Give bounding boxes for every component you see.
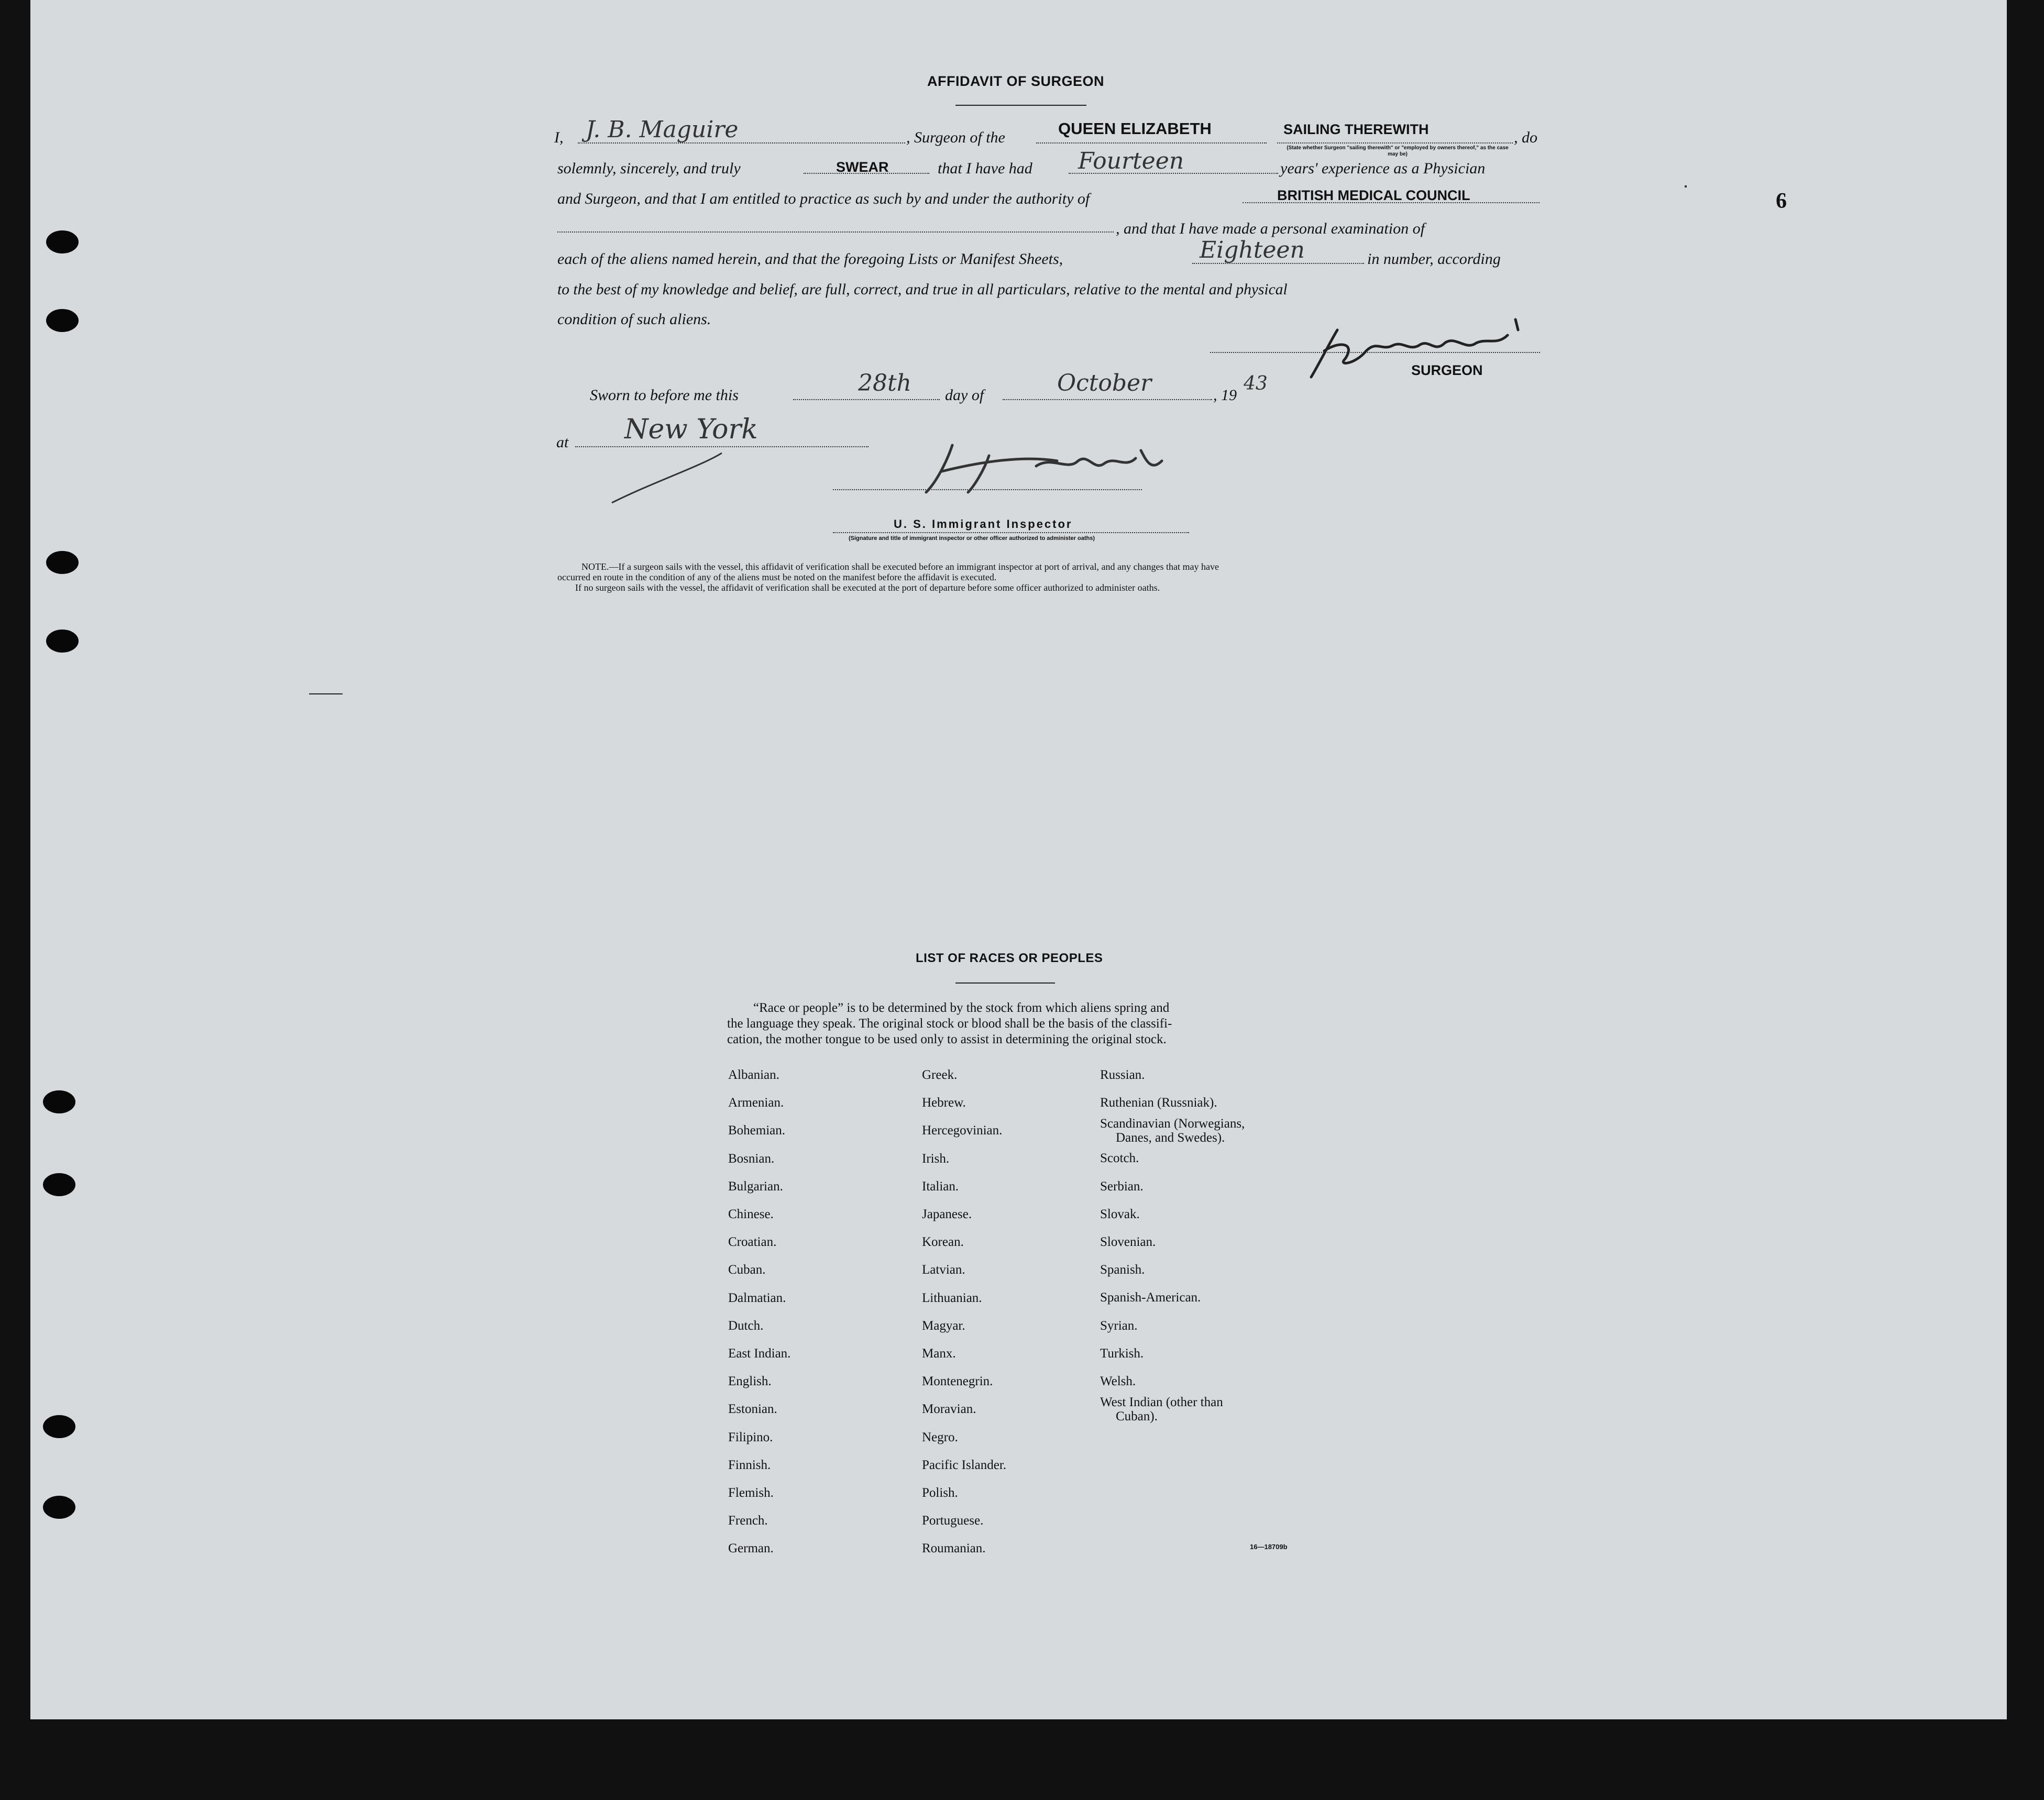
inspector-title-line	[833, 532, 1189, 533]
race-item: Korean.	[922, 1235, 964, 1250]
races-col2	[922, 1061, 1006, 1563]
affidavit-i: I,	[554, 129, 564, 146]
race-item: Bulgarian.	[728, 1179, 783, 1194]
race-item: Lithuanian.	[922, 1290, 982, 1305]
race-item: Russian.	[1100, 1068, 1145, 1082]
race-item: Croatian.	[728, 1235, 777, 1250]
surgeon-name-line	[578, 142, 905, 143]
race-item: Danes, and Swedes).	[1116, 1131, 1225, 1145]
punch-hole	[43, 1415, 75, 1438]
race-item: Negro.	[922, 1430, 958, 1444]
punch-hole	[46, 630, 79, 653]
race-item: Flemish.	[728, 1486, 774, 1500]
note-line-3: If no surgeon sails with the vessel, the affidavit of verification shall be executed at the port of departure before some officer authorized to administer oaths.	[575, 582, 1160, 593]
sworn-day-line	[793, 399, 940, 400]
race-item: Bosnian.	[728, 1151, 775, 1166]
years-line	[1069, 173, 1278, 174]
races-col1	[728, 1061, 790, 1563]
sworn-day: 28th	[858, 370, 912, 396]
surgeon-of-label: , Surgeon of the	[906, 129, 1005, 146]
race-item: Cuban.	[728, 1263, 766, 1277]
race-item: Bohemian.	[728, 1123, 786, 1138]
race-item: Serbian.	[1100, 1179, 1144, 1194]
race-item: Chinese.	[728, 1207, 774, 1222]
punch-hole	[46, 309, 79, 332]
note-line-1: NOTE.—If a surgeon sails with the vessel, this affidavit of verification shall be executed before an immigrant inspector at port of arrival, and any changes that may have	[581, 561, 1219, 572]
punch-hole	[43, 1173, 75, 1196]
surgeon-name: J. B. Maguire	[586, 116, 739, 143]
manifest-page	[30, 0, 2007, 1719]
race-item: Dutch.	[728, 1318, 764, 1333]
race-item: Armenian.	[728, 1096, 784, 1110]
at-label: at	[556, 434, 569, 451]
line6: to the best of my knowledge and belief, are full, correct, and true in all particulars, relative to the mental and physical	[557, 281, 1288, 298]
place-flourish	[607, 450, 732, 508]
line2-lead: solemnly, sincerely, and truly	[557, 160, 741, 177]
punch-hole	[43, 1496, 75, 1519]
punch-hole	[46, 551, 79, 574]
race-item: Italian.	[922, 1179, 959, 1194]
line2-tail: years' experience as a Physician	[1280, 160, 1486, 177]
intro-line-2: the language they speak. The original stock or blood shall be the basis of the classifi-	[727, 1017, 1172, 1031]
race-item: Greek.	[922, 1068, 958, 1082]
authority-name: BRITISH MEDICAL COUNCIL	[1277, 187, 1470, 203]
sworn-month: October	[1057, 370, 1152, 396]
place-line	[575, 446, 869, 447]
race-item: Ruthenian (Russniak).	[1100, 1096, 1217, 1110]
races-intro	[727, 1000, 1172, 1047]
sheet-count: Eighteen	[1200, 237, 1305, 263]
oath-line	[804, 173, 929, 174]
line3-lead: and Surgeon, and that I am entitled to practice as such by and under the authority of	[557, 190, 1090, 207]
day-of-label: day of	[945, 386, 984, 404]
year-prefix: , 19	[1213, 386, 1237, 404]
race-item: Turkish.	[1100, 1346, 1144, 1361]
sailing-status: SAILING THEREWITH	[1283, 122, 1429, 137]
stray-tick	[1685, 185, 1687, 187]
punch-hole	[46, 230, 79, 253]
race-item: French.	[728, 1514, 768, 1528]
race-item: Manx.	[922, 1346, 956, 1361]
inspector-title: U. S. Immigrant Inspector	[894, 517, 1073, 531]
oath-word: SWEAR	[836, 159, 889, 175]
title-underline	[955, 105, 1086, 106]
race-item: Irish.	[922, 1151, 950, 1166]
authority-line-2	[557, 231, 1114, 233]
race-item: Estonian.	[728, 1402, 777, 1417]
race-item: Slovenian.	[1100, 1235, 1156, 1250]
race-item: Montenegrin.	[922, 1374, 993, 1389]
line5-lead: each of the aliens named herein, and that the foregoing Lists or Manifest Sheets,	[557, 250, 1063, 268]
race-item: Scandinavian (Norwegians,	[1100, 1117, 1245, 1131]
intro-line-3: cation, the mother tongue to be used only to assist in determining the original stock.	[727, 1032, 1167, 1046]
sworn-lead: Sworn to before me this	[590, 386, 739, 404]
race-item: Welsh.	[1100, 1374, 1136, 1389]
line5-tail: in number, according	[1367, 250, 1501, 268]
vessel-name: QUEEN ELIZABETH	[1058, 119, 1212, 138]
line4-tail: , and that I have made a personal examination of	[1116, 220, 1425, 237]
race-item: Latvian.	[922, 1263, 965, 1277]
inspector-signature-line	[833, 489, 1142, 490]
race-item: Hercegovinian.	[922, 1123, 1003, 1138]
status-note: (State whether Surgeon "sailing therewith" or "employed by owners thereof," as the case may be)	[1287, 145, 1509, 157]
sworn-place: New York	[624, 414, 758, 445]
do-label: , do	[1514, 129, 1537, 146]
race-item: Portuguese.	[922, 1514, 984, 1528]
page-number: 6	[1776, 189, 1787, 213]
race-item: Pacific Islander.	[922, 1457, 1007, 1472]
race-item: Dalmatian.	[728, 1290, 786, 1305]
race-item: Roumanian.	[922, 1541, 986, 1556]
form-number: 16—18709b	[1250, 1543, 1288, 1551]
race-item: Filipino.	[728, 1430, 773, 1444]
race-item: Scotch.	[1100, 1151, 1139, 1166]
status-line	[1277, 142, 1513, 143]
surgeon-label: SURGEON	[1411, 362, 1483, 378]
vessel-line	[1036, 142, 1267, 143]
race-item: Slovak.	[1100, 1207, 1140, 1221]
race-item: Syrian.	[1100, 1318, 1138, 1333]
race-item: Albanian.	[728, 1068, 779, 1082]
inspector-note: (Signature and title of immigrant inspector or other officer authorized to administer oaths)	[849, 535, 1095, 542]
intro-line-1: “Race or people” is to be determined by the stock from which aliens spring and	[753, 1001, 1170, 1015]
sworn-year: 43	[1244, 373, 1268, 394]
race-item: Hebrew.	[922, 1096, 966, 1110]
race-item: Moravian.	[922, 1402, 976, 1417]
authority-line	[1243, 202, 1540, 203]
race-item: German.	[728, 1541, 774, 1556]
races-title: LIST OF RACES OR PEOPLES	[916, 951, 1103, 965]
race-item: West Indian (other than	[1100, 1395, 1223, 1410]
affidavit-title: AFFIDAVIT OF SURGEON	[927, 73, 1104, 89]
years-experience: Fourteen	[1078, 148, 1184, 174]
races-title-underline	[955, 982, 1055, 984]
race-item: Polish.	[922, 1486, 958, 1500]
punch-hole	[43, 1090, 75, 1113]
race-item: East Indian.	[728, 1346, 791, 1361]
sworn-month-line	[1003, 399, 1212, 400]
stray-mark	[309, 693, 343, 694]
race-item: English.	[728, 1374, 772, 1389]
race-item: Spanish-American.	[1100, 1290, 1201, 1305]
race-item: Magyar.	[922, 1318, 965, 1333]
race-item: Spanish.	[1100, 1263, 1145, 1277]
races-col3	[1100, 1061, 1245, 1423]
sheet-line	[1192, 263, 1364, 264]
race-item: Cuban).	[1116, 1409, 1158, 1424]
race-item: Finnish.	[728, 1457, 771, 1472]
line7: condition of such aliens.	[557, 311, 711, 328]
line2-mid: that I have had	[938, 160, 1032, 177]
note-line-2: occurred en route in the condition of any of the aliens must be noted on the manifest before the affidavit is executed.	[557, 572, 997, 582]
race-item: Japanese.	[922, 1207, 972, 1222]
